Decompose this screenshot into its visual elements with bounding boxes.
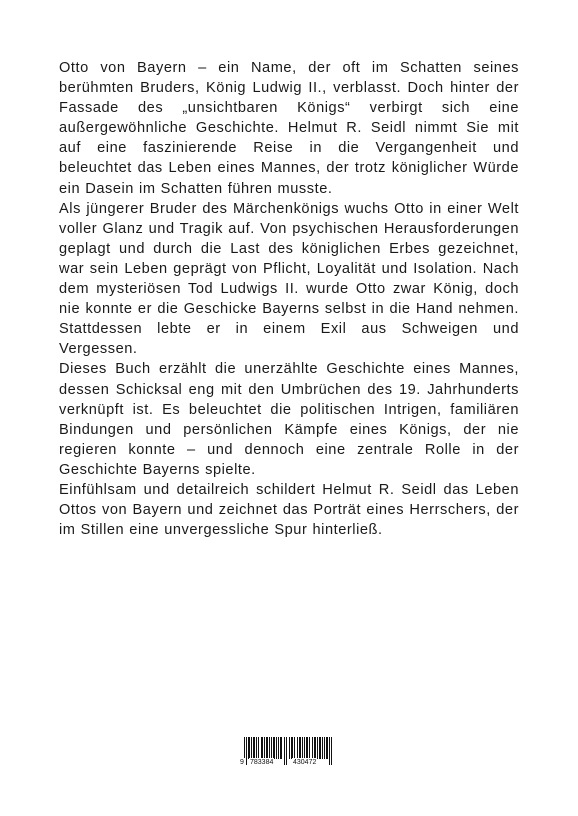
blurb-paragraph-1: Otto von Bayern – ein Name, der oft im Schatten seines berühmten Bruders, König Ludwig II., verblasst. Doch hinter der Fassade des „unsichtbaren Königs“ verbirgt sich eine außergewöhnliche Geschichte. Helmut R. Seidl nimmt Sie mit auf eine faszinierende Reise in die Vergangenheit und beleuchtet das Leben eines Mannes, der trotz königlicher Würde ein Dasein im Schatten führen musste. bbox=[59, 60, 519, 197]
barcode-digits bbox=[240, 758, 338, 767]
blurb-paragraph-3: Dieses Buch erzählt die unerzählte Geschichte eines Mannes, dessen Schicksal eng mit den Umbrüchen des 19. Jahrhunderts verknüpft ist. Es beleuchtet die politischen Intrigen, familiären Bindungen und persönlichen Kämpfe eines Königs, der nie regieren konnte – und dennoch eine zentrale Rolle in der Geschichte Bayerns spielte. bbox=[59, 361, 519, 478]
blurb-paragraph-4: Einfühlsam und detailreich schildert Helmut R. Seidl das Leben Ottos von Bayern und zeichnet das Porträt eines Herrschers, der im Stillen eine unvergessliche Spur hinterließ. bbox=[59, 481, 519, 539]
barcode-left-group: 783384 bbox=[250, 759, 274, 766]
barcode-lead-digit: 9 bbox=[240, 759, 244, 766]
blurb-paragraph-2: Als jüngerer Bruder des Märchenkönigs wuchs Otto in einer Welt voller Glanz und Tragik auf. Von psychischen Herausforderungen geplagt und durch die Last des königlichen Erbes gezeichnet, war sein Leben geprägt von Pflicht, Loyalität und Isolation. Nach dem mysteriösen Tod Ludwigs II. wurde Otto zwar König, doch nie konnte er die Geschicke Bayerns selbst in die Hand nehmen. Stattdessen lebte er in einem Exil aus Schweigen und Vergessen. bbox=[59, 200, 519, 358]
isbn-barcode bbox=[240, 737, 338, 767]
barcode-right-group: 430472 bbox=[293, 759, 317, 766]
back-cover-blurb bbox=[59, 58, 519, 540]
